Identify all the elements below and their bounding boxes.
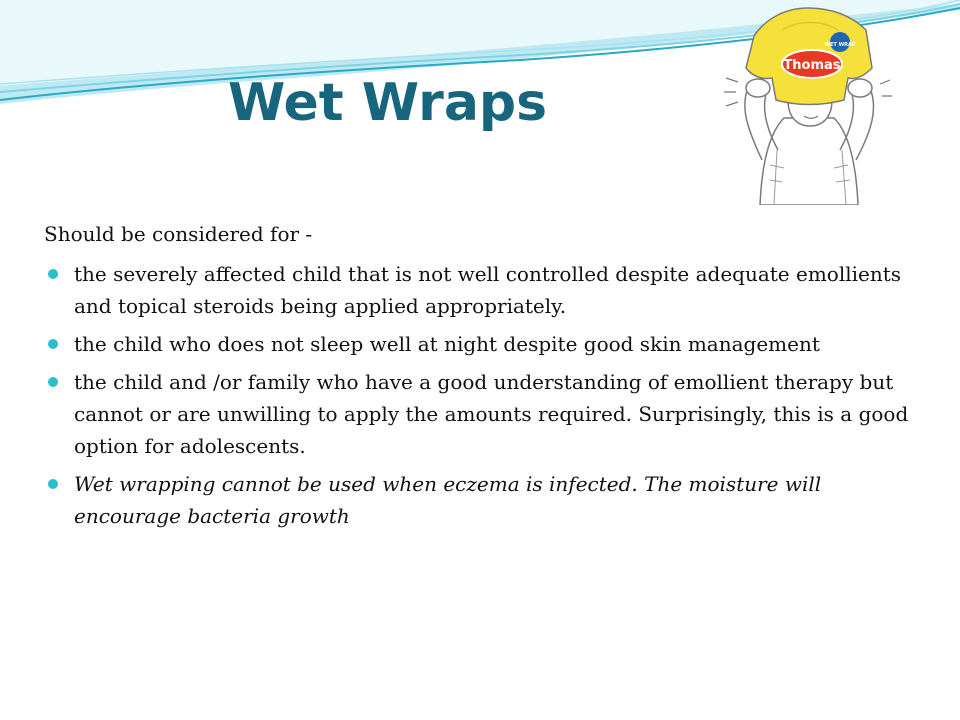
slide-title: Wet Wraps (228, 73, 548, 133)
bullet-item (44, 328, 924, 360)
bullet-text: the child who does not sleep well at night despite good skin management (74, 332, 820, 356)
shirt-brand-label: Thomas (783, 58, 841, 73)
child-wet-wrap-illustration (722, 0, 892, 205)
intro-text: Should be considered for - (44, 222, 313, 246)
bullet-list (44, 258, 924, 532)
bullet-dot-icon (48, 339, 58, 349)
bullet-dot-icon (48, 269, 58, 279)
bullet-item (44, 258, 924, 322)
bullet-text: Wet wrapping cannot be used when eczema is infected. The moisture will encourage bacteria growth (74, 472, 822, 528)
bullet-dot-icon (48, 377, 58, 387)
bullet-text: the severely affected child that is not well controlled despite adequate emollients and topical steroids being applied appropriately. (74, 262, 902, 318)
bullet-item (44, 366, 924, 462)
bullet-dot-icon (48, 479, 58, 489)
slide-content (44, 218, 924, 538)
bullet-item-warning (44, 468, 924, 532)
small-badge-label: WET WRAP (824, 42, 856, 48)
bullet-text: the child and /or family who have a good understanding of emollient therapy but cannot or are unwilling to apply the amounts required. Surprisingly, this is a good option for adolescents. (74, 370, 909, 458)
